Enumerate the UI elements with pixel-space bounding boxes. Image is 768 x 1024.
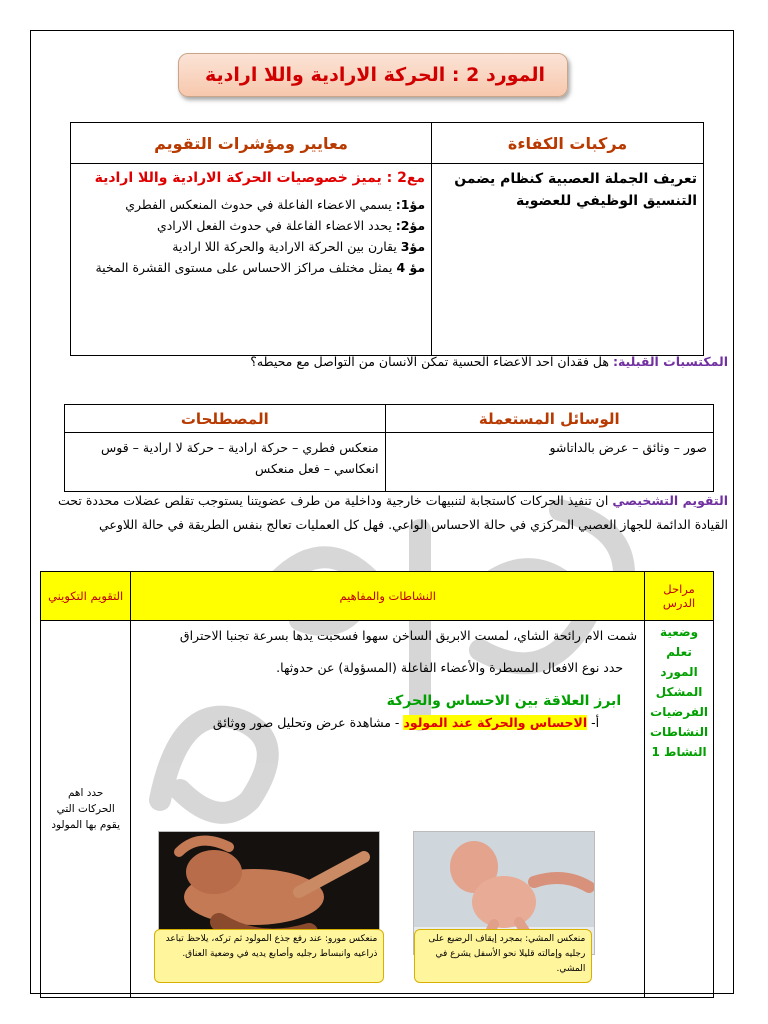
criterion-line: مع2 : يميز خصوصيات الحركة الارادية واللا ارادية xyxy=(94,170,426,186)
stage-item: الفرضيات xyxy=(650,705,708,719)
stage-item: وضعية xyxy=(660,625,699,639)
competence-table xyxy=(70,122,704,356)
title-banner xyxy=(178,53,568,97)
activity-item: أ- الاحساس والحركة عند المولود - مشاهدة عرض وتحليل صور ووثائق xyxy=(212,715,600,730)
instruction-text: حدد نوع الافعال المسطرة والأعضاء الفاعلة (المسؤولة) عن حدوثها. xyxy=(276,660,624,675)
tools-cell: صور – وثائق – عرض بالداتاشو xyxy=(385,433,713,492)
page-title: المورد 2 : الحركة الارادية واللا ارادية xyxy=(204,64,545,86)
indicator-item: مؤ2: يحدد الاعضاء الفاعلة في حدوث الفعل الارادي xyxy=(156,218,426,233)
situation-text: شمت الام رائحة الشاي، لمست الابريق الساخن سهوا فسحبت يدها بسرعة تجنبا الاحتراق xyxy=(179,628,638,643)
prior-knowledge-label: المكتسبات القبلية: xyxy=(612,354,728,369)
criteria-header: معايير ومؤشرات التقويم xyxy=(71,123,432,164)
competence-header: مركبات الكفاءة xyxy=(432,123,704,164)
criterion-text: يميز خصوصيات الحركة الارادية واللا ارادية xyxy=(94,170,382,186)
terms-cell: منعكس فطري – حركة ارادية – حركة لا ارادية – قوس انعكاسي – فعل منعكس xyxy=(65,433,386,492)
criteria-cell xyxy=(71,164,432,356)
activities-header: النشاطات والمفاهيم xyxy=(131,572,645,621)
activities-cell xyxy=(131,621,645,998)
formative-cell: حدد اهم الحركات التي يقوم بها المولود xyxy=(41,621,131,998)
terms-header: المصطلحات xyxy=(65,405,386,433)
prior-knowledge-text: هل فقدان احد الاعضاء الحسية تمكن الانسان من التواصل مع محيطه؟ xyxy=(250,354,609,369)
stages-header: مراحل الدرس xyxy=(645,572,714,621)
diagnostic-text: ان تنفيذ الحركات كاستجابة لتنبيهات خارجية وداخلية من طرف عضويتنا يستوجب تقلص عضلات محددة تحت القيادة الدائمة للجهاز العصبي المركزي في حالة الاحساس الواعي. فهل كل العمليات تعالج بنفس الطريقة في حالة اللاوعي xyxy=(58,493,728,532)
competence-cell: تعريف الجملة العصبية كنظام يضمن التنسيق الوظيفي للعضوية xyxy=(432,164,704,356)
prior-knowledge xyxy=(250,354,728,369)
indicator-item: مؤ3 يقارن بين الحركة الارادية والحركة اللا ارادية xyxy=(172,239,426,254)
stage-item: النشاط 1 xyxy=(651,745,707,759)
tools-header: الوسائل المستعملة xyxy=(385,405,713,433)
diagnostic-label: التقويم التشخيصي xyxy=(612,493,728,508)
diagnostic-block xyxy=(58,489,728,537)
tools-table xyxy=(64,404,714,492)
lesson-table xyxy=(40,571,714,998)
indicator-list xyxy=(77,194,425,278)
stage-item: تعلم المورد xyxy=(660,645,698,679)
moro-caption: منعكس مورو: عند رفع جذع المولود ثم تركه، يلاحظ تباعد ذراعيه وانبساط رجليه وأصابع يديه في وضعية العناق. xyxy=(154,929,384,983)
stages-cell xyxy=(645,621,714,998)
activity-title: ابرز العلاقة بين الاحساس والحركة xyxy=(386,693,622,709)
stage-item: النشاطات xyxy=(650,725,709,739)
indicator-item: مؤ 4 يمثل مختلف مراكز الاحساس على مستوى القشرة المخية xyxy=(95,260,426,275)
stepping-caption: منعكس المشي: بمجرد إيقاف الرضيع على رجليه وإمالته قليلا نحو الأسفل يشرع في المشي. xyxy=(414,929,592,983)
criterion-prefix: مع2 xyxy=(397,170,426,186)
indicator-item: مؤ1: يسمي الاعضاء الفاعلة في حدوث المنعكس الفطري xyxy=(125,197,426,212)
formative-header: التقويم التكويني xyxy=(41,572,131,621)
stage-item: المشكل xyxy=(655,685,703,699)
item-highlight: الاحساس والحركة عند المولود xyxy=(403,715,588,730)
